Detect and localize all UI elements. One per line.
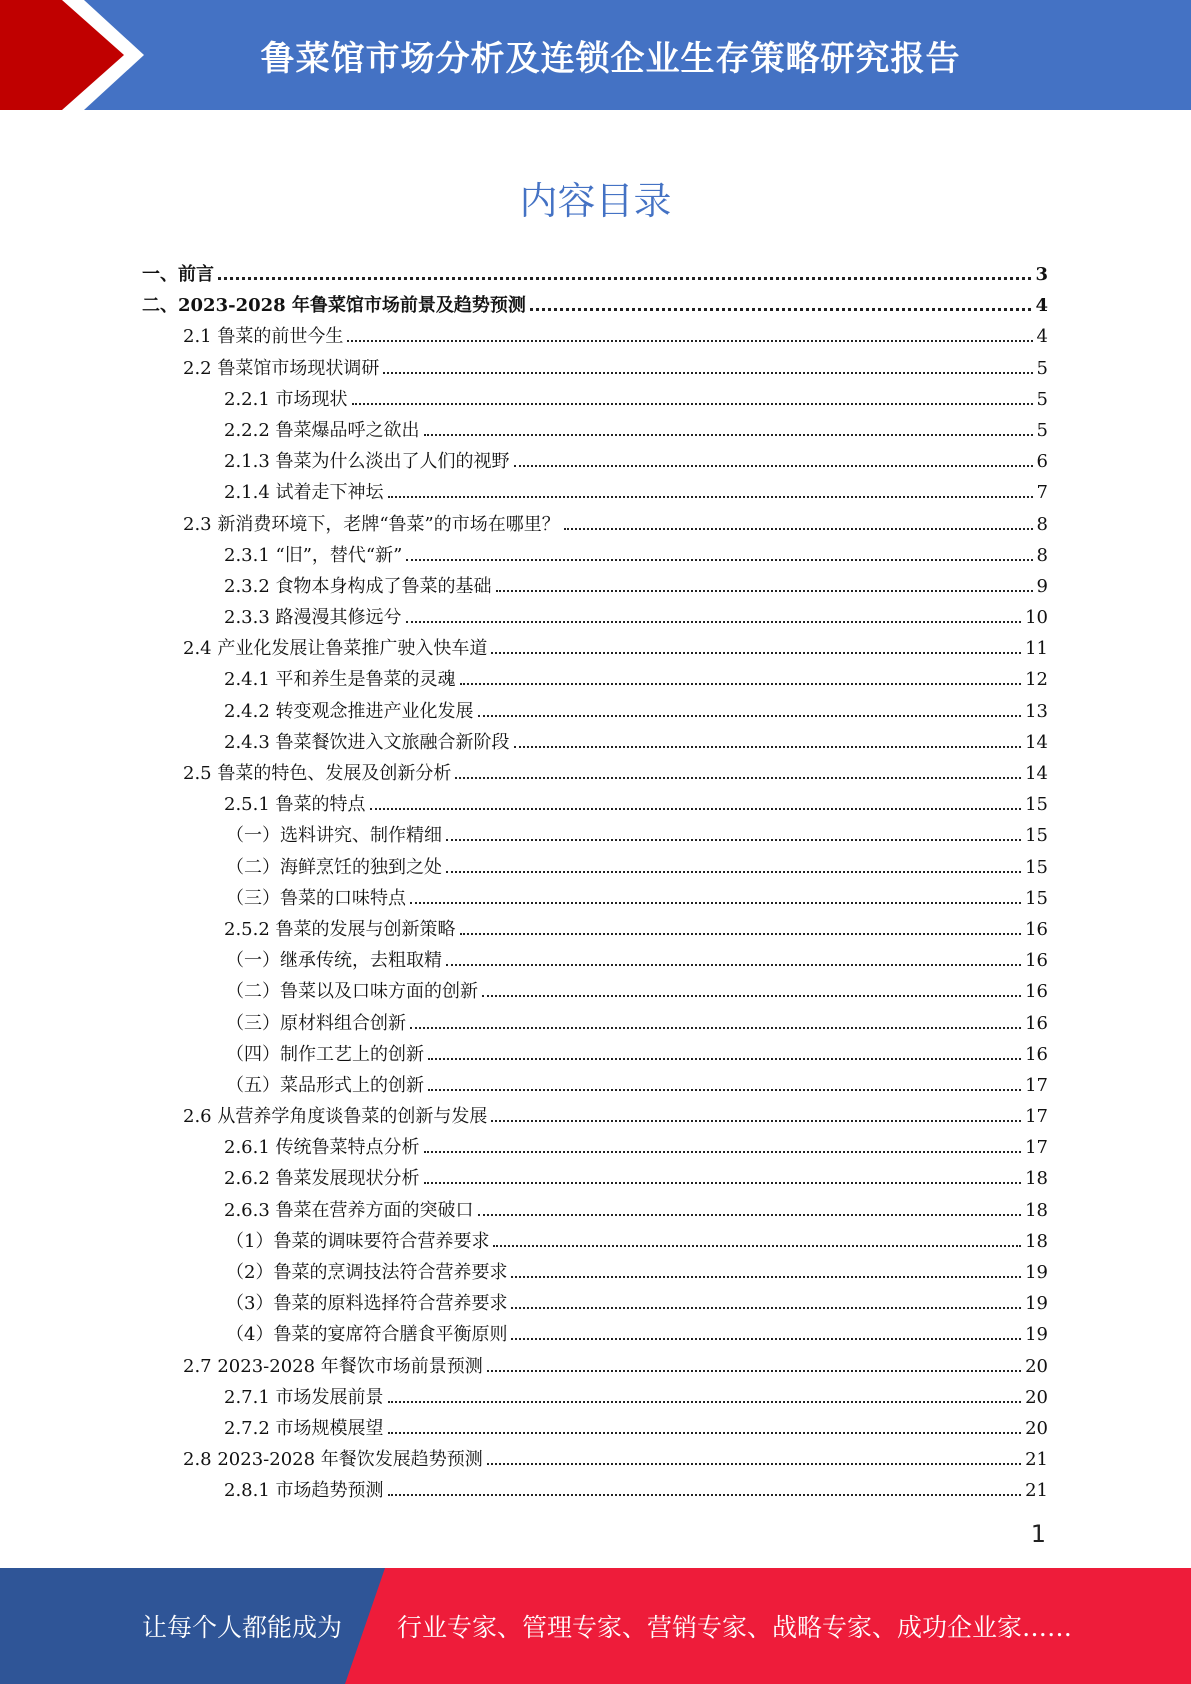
- toc-entry-title: 2.6.3 鲁菜在营养方面的突破口: [224, 1199, 474, 1221]
- toc-dot-leader: [514, 449, 1033, 467]
- toc-entry[interactable]: [142, 1476, 1048, 1507]
- toc-entry-title: （二）海鲜烹饪的独到之处: [226, 856, 442, 878]
- toc-entry[interactable]: [142, 1445, 1048, 1476]
- toc-entry[interactable]: [142, 728, 1048, 759]
- toc-dot-leader: [460, 667, 1022, 685]
- toc-dot-leader: [496, 574, 1033, 592]
- toc-entry-page: 14: [1025, 763, 1048, 784]
- toc-entry-title: 2.6.1 传统鲁菜特点分析: [224, 1137, 420, 1159]
- toc-entry-page: 19: [1025, 1324, 1048, 1346]
- toc-entry-page: 17: [1025, 1106, 1048, 1128]
- toc-entry[interactable]: [142, 1383, 1048, 1414]
- toc-dot-leader: [478, 1198, 1022, 1216]
- toc-dot-leader: [406, 543, 1032, 561]
- toc-entry-page: 5: [1036, 388, 1048, 410]
- toc-entry-title: 2.5.1 鲁菜的特点: [224, 794, 366, 816]
- toc-entry-page: 17: [1025, 1074, 1048, 1096]
- toc-entry-page: 12: [1025, 669, 1048, 691]
- toc-entry-title: 一、前言: [142, 264, 214, 285]
- toc-dot-leader: [388, 1478, 1022, 1496]
- toc-entry[interactable]: [142, 291, 1048, 322]
- toc-entry-page: 16: [1025, 918, 1048, 940]
- toc-dot-leader: [347, 324, 1032, 342]
- toc-entry-title: 2.3 新消费环境下，老牌“鲁菜”的市场在哪里？: [183, 513, 560, 535]
- toc-entry-page: 6: [1036, 451, 1048, 473]
- toc-entry-page: 18: [1025, 1168, 1048, 1190]
- toc-entry-page: 8: [1036, 513, 1048, 535]
- report-title: 鲁菜馆市场分析及连锁企业生存策略研究报告: [260, 38, 961, 79]
- toc-entry-title: 2.7.1 市场发展前景: [224, 1386, 384, 1408]
- toc-entry-page: 9: [1036, 575, 1048, 597]
- toc-entry-title: （2）鲁菜的烹调技法符合营养要求: [226, 1262, 508, 1283]
- toc-entry[interactable]: [142, 541, 1048, 572]
- toc-entry[interactable]: [142, 1040, 1048, 1071]
- toc-dot-leader: [511, 1260, 1021, 1278]
- toc-entry-page: 19: [1025, 1262, 1048, 1283]
- toc-entry[interactable]: [142, 1320, 1048, 1351]
- toc-entry-title: （一）选料讲究、制作精细: [226, 825, 442, 847]
- toc-entry[interactable]: [142, 260, 1048, 291]
- toc-entry-title: 2.4.1 平和养生是鲁菜的灵魂: [224, 669, 456, 691]
- toc-entry-page: 8: [1036, 544, 1048, 566]
- toc-entry-page: 16: [1025, 1012, 1048, 1034]
- toc-entry-page: 16: [1025, 981, 1048, 1003]
- toc-entry-page: 10: [1025, 607, 1048, 629]
- toc-dot-leader: [406, 605, 1022, 623]
- toc-entry-page: 15: [1025, 825, 1048, 847]
- page-number: 1: [1030, 1520, 1046, 1548]
- toc-entry-title: 2.3.2 食物本身构成了鲁菜的基础: [224, 575, 492, 597]
- toc-dot-leader: [424, 418, 1033, 436]
- toc-entry-page: 15: [1025, 887, 1048, 909]
- toc-dot-leader: [511, 1322, 1021, 1340]
- toc-entry-page: 5: [1036, 357, 1048, 379]
- toc-entry-title: 2.4 产业化发展让鲁菜推广驶入快车道: [183, 638, 488, 660]
- toc-entry-page: 21: [1025, 1449, 1048, 1471]
- toc-dot-leader: [383, 356, 1032, 374]
- toc-entry[interactable]: [142, 665, 1048, 696]
- table-of-contents: [142, 260, 1048, 1508]
- toc-dot-leader: [530, 292, 1032, 311]
- toc-entry-page: 20: [1025, 1417, 1048, 1439]
- toc-entry[interactable]: [142, 1414, 1048, 1445]
- toc-entry[interactable]: [142, 603, 1048, 634]
- toc-entry[interactable]: [142, 385, 1048, 416]
- toc-entry-page: 21: [1025, 1480, 1048, 1502]
- toc-entry-title: 2.1.4 试着走下神坛: [224, 482, 384, 504]
- toc-entry[interactable]: [142, 884, 1048, 915]
- toc-dot-leader: [370, 792, 1022, 810]
- toc-entry-title: 2.2.2 鲁菜爆品呼之欲出: [224, 419, 420, 441]
- toc-entry[interactable]: [142, 1289, 1048, 1320]
- toc-entry-title: （4）鲁菜的宴席符合膳食平衡原则: [226, 1324, 508, 1346]
- toc-dot-leader: [424, 1166, 1022, 1184]
- toc-entry[interactable]: [142, 634, 1048, 665]
- toc-dot-leader: [487, 1354, 1021, 1372]
- toc-entry-title: 2.1 鲁菜的前世今生: [183, 326, 344, 348]
- toc-dot-leader: [460, 917, 1022, 935]
- toc-entry[interactable]: [142, 354, 1048, 385]
- toc-dot-leader: [478, 699, 1022, 717]
- toc-dot-leader: [446, 948, 1021, 966]
- toc-dot-leader: [493, 1229, 1021, 1247]
- header-banner: [0, 0, 1191, 110]
- toc-dot-leader: [218, 261, 1031, 280]
- toc-entry[interactable]: [142, 821, 1048, 852]
- toc-dot-leader: [428, 1042, 1021, 1060]
- toc-entry-page: 16: [1025, 950, 1048, 972]
- toc-entry-page: 14: [1025, 731, 1048, 753]
- toc-entry-title: 2.2 鲁菜馆市场现状调研: [183, 357, 380, 379]
- toc-entry[interactable]: [142, 790, 1048, 821]
- toc-dot-leader: [388, 1385, 1022, 1403]
- toc-dot-leader: [410, 1011, 1021, 1029]
- toc-entry-title: 2.1.3 鲁菜为什么淡出了人们的视野: [224, 451, 510, 473]
- toc-entry-title: （3）鲁菜的原料选择符合营养要求: [226, 1293, 508, 1315]
- toc-dot-leader: [424, 1135, 1022, 1153]
- toc-dot-leader: [388, 480, 1033, 498]
- toc-dot-leader: [455, 761, 1021, 779]
- toc-dot-leader: [410, 886, 1021, 904]
- toc-dot-leader: [491, 636, 1021, 654]
- footer-banner: [0, 1568, 1191, 1684]
- toc-entry[interactable]: [142, 510, 1048, 541]
- toc-dot-leader: [482, 979, 1021, 997]
- toc-entry[interactable]: [142, 1164, 1048, 1195]
- toc-entry-page: 13: [1025, 700, 1048, 722]
- toc-entry-title: 2.8.1 市场趋势预测: [224, 1480, 384, 1502]
- toc-entry-title: （五）菜品形式上的创新: [226, 1074, 424, 1096]
- toc-entry[interactable]: [142, 946, 1048, 977]
- toc-entry-page: 4: [1035, 295, 1048, 317]
- toc-entry[interactable]: [142, 416, 1048, 447]
- toc-entry-title: 2.7.2 市场规模展望: [224, 1417, 384, 1439]
- toc-entry-title: 2.3.1 “旧”，替代“新”: [224, 544, 403, 566]
- toc-dot-leader: [511, 1291, 1021, 1309]
- toc-dot-leader: [514, 730, 1022, 748]
- toc-dot-leader: [487, 1447, 1021, 1465]
- toc-entry[interactable]: [142, 1258, 1048, 1289]
- toc-entry-title: （三）原材料组合创新: [226, 1012, 406, 1034]
- toc-entry[interactable]: [142, 977, 1048, 1008]
- toc-entry[interactable]: [142, 572, 1048, 603]
- toc-entry-page: 7: [1036, 482, 1048, 504]
- toc-entry-title: 2.2.1 市场现状: [224, 388, 348, 410]
- toc-entry-page: 18: [1025, 1230, 1048, 1252]
- toc-entry-title: （一）继承传统，去粗取精: [226, 950, 442, 972]
- toc-heading: 内容目录: [519, 179, 672, 223]
- toc-dot-leader: [428, 1073, 1021, 1091]
- toc-entry[interactable]: [142, 1071, 1048, 1102]
- toc-entry[interactable]: [142, 1133, 1048, 1164]
- toc-entry-title: 2.7 2023-2028 年餐饮市场前景预测: [183, 1355, 483, 1377]
- toc-entry[interactable]: [142, 1352, 1048, 1383]
- toc-entry-page: 18: [1025, 1199, 1048, 1221]
- toc-entry[interactable]: [142, 759, 1048, 790]
- toc-entry[interactable]: [142, 447, 1048, 478]
- toc-dot-leader: [446, 855, 1021, 873]
- toc-entry-page: 15: [1025, 794, 1048, 816]
- toc-entry-title: 2.4.2 转变观念推进产业化发展: [224, 700, 474, 722]
- toc-entry-page: 16: [1025, 1043, 1048, 1065]
- toc-dot-leader: [491, 1104, 1021, 1122]
- toc-entry-page: 20: [1025, 1355, 1048, 1377]
- toc-entry-title: 二、2023-2028 年鲁菜馆市场前景及趋势预测: [142, 295, 526, 317]
- toc-entry-page: 17: [1025, 1137, 1048, 1159]
- toc-entry-page: 5: [1036, 419, 1048, 441]
- toc-entry[interactable]: [142, 322, 1048, 353]
- toc-dot-leader: [388, 1416, 1022, 1434]
- header-arrow-icon: [0, 0, 160, 110]
- toc-entry[interactable]: [142, 697, 1048, 728]
- toc-entry[interactable]: [142, 478, 1048, 509]
- toc-entry-page: 4: [1036, 326, 1048, 348]
- toc-entry-page: 11: [1025, 638, 1048, 660]
- toc-entry-title: （1）鲁菜的调味要符合营养要求: [226, 1230, 490, 1252]
- toc-entry-page: 19: [1025, 1293, 1048, 1315]
- toc-dot-leader: [446, 823, 1021, 841]
- toc-entry-title: 2.4.3 鲁菜餐饮进入文旅融合新阶段: [224, 731, 510, 753]
- toc-entry-title: 2.5 鲁菜的特色、发展及创新分析: [183, 763, 452, 784]
- toc-dot-leader: [564, 512, 1033, 530]
- toc-entry-title: 2.6.2 鲁菜发展现状分析: [224, 1168, 420, 1190]
- toc-entry[interactable]: [142, 915, 1048, 946]
- toc-dot-leader: [352, 387, 1033, 405]
- toc-entry[interactable]: [142, 1102, 1048, 1133]
- toc-entry[interactable]: [142, 1227, 1048, 1258]
- toc-entry-page: 3: [1035, 264, 1048, 285]
- toc-entry-title: 2.8 2023-2028 年餐饮发展趋势预测: [183, 1449, 483, 1471]
- toc-entry[interactable]: [142, 1009, 1048, 1040]
- toc-entry-title: （二）鲁菜以及口味方面的创新: [226, 981, 478, 1003]
- toc-entry-title: （三）鲁菜的口味特点: [226, 887, 406, 909]
- toc-entry-page: 20: [1025, 1386, 1048, 1408]
- footer-slogan-right: 行业专家、管理专家、营销专家、战略专家、成功企业家……: [397, 1613, 1073, 1642]
- toc-entry-title: 2.3.3 路漫漫其修远兮: [224, 607, 402, 629]
- toc-entry-title: 2.6 从营养学角度谈鲁菜的创新与发展: [183, 1106, 488, 1128]
- toc-entry[interactable]: [142, 1196, 1048, 1227]
- toc-entry-title: 2.5.2 鲁菜的发展与创新策略: [224, 918, 456, 940]
- toc-entry-title: （四）制作工艺上的创新: [226, 1043, 424, 1065]
- footer-slogan-left: 让每个人都能成为: [142, 1613, 343, 1642]
- toc-entry[interactable]: [142, 853, 1048, 884]
- toc-entry-page: 15: [1025, 856, 1048, 878]
